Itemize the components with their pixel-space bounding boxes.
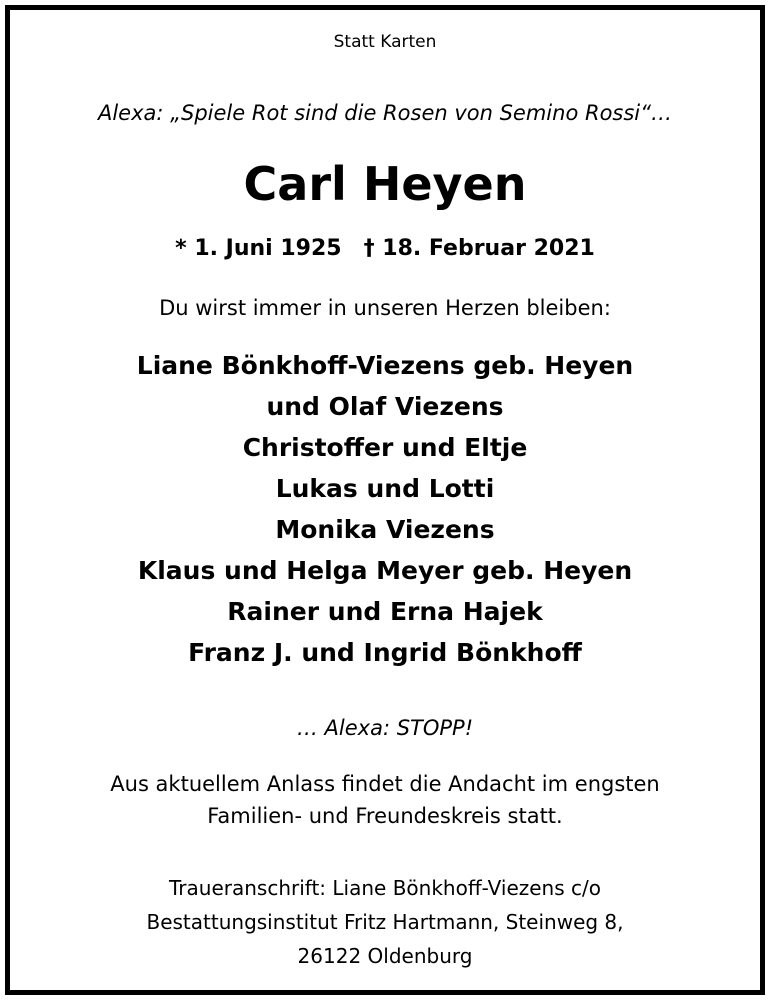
mourner-line: Liane Bönkhoff-Viezens geb. Heyen: [136, 351, 634, 380]
address-line: Bestattungsinstitut Fritz Hartmann, Steinweg 8,: [146, 910, 624, 934]
header-note: Statt Karten: [333, 32, 437, 52]
ceremony-notice: [0, 768, 770, 832]
closing-quote: … Alexa: STOPP!: [296, 716, 474, 740]
mourning-address: [0, 871, 770, 973]
mourners-list: [0, 345, 770, 673]
birth-date: * 1. Juni 1925: [175, 236, 342, 261]
death-date: † 18. Februar 2021: [363, 236, 595, 261]
address-line: Traueranschrift: Liane Bönkhoff-Viezens c/o: [169, 876, 601, 900]
mourner-line: und Olaf Viezens: [266, 392, 504, 421]
deceased-name: Carl Heyen: [243, 157, 527, 211]
address-line: 26122 Oldenburg: [297, 944, 473, 968]
mourner-line: Lukas und Lotti: [275, 474, 495, 503]
mourner-line: Rainer und Erna Hajek: [227, 597, 543, 626]
mourner-line: Monika Viezens: [275, 515, 495, 544]
notice-line: Familien- und Freundeskreis statt.: [207, 804, 563, 828]
opening-quote: Alexa: „Spiele Rot sind die Rosen von Semino Rossi“…: [97, 101, 673, 125]
life-dates: [0, 236, 770, 261]
mourner-line: Christoffer und Eltje: [242, 433, 528, 462]
notice-line: Aus aktuellem Anlass findet die Andacht im engsten: [110, 772, 660, 796]
mourner-line: Franz J. und Ingrid Bönkhoff: [188, 638, 582, 667]
farewell-text: Du wirst immer in unseren Herzen bleiben:: [159, 296, 611, 320]
mourner-line: Klaus und Helga Meyer geb. Heyen: [137, 556, 633, 585]
